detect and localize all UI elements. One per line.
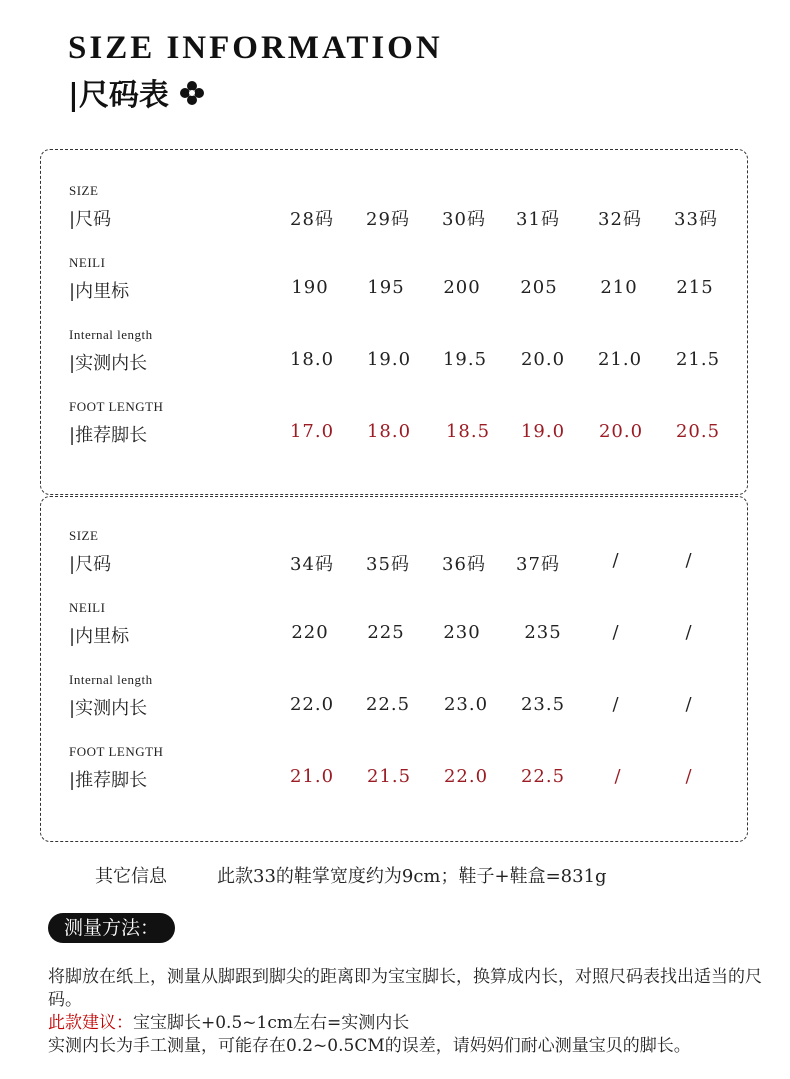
size-cn-label: |尺码: [69, 554, 112, 575]
size-en-label: SIZE: [69, 183, 99, 198]
table-cell: 37码: [516, 554, 560, 575]
foot-cn-label: |推荐脚长: [69, 425, 148, 446]
size-cn-label: |尺码: [69, 209, 112, 230]
table-cell: 195: [367, 277, 405, 298]
page-title-en: SIZE INFORMATION: [68, 30, 443, 66]
table-cell: /: [614, 766, 622, 787]
suggestion-text: 宝宝脚长+0.5~1cm左右=实测内长: [133, 1013, 410, 1033]
size-table-1: [40, 149, 748, 495]
table-cell: 20.5: [675, 421, 721, 442]
table-cell: 21.0: [597, 349, 643, 370]
internal-en-label: Internal length: [69, 327, 153, 342]
table-cell: 22.0: [289, 694, 335, 715]
table-cell: 21.5: [366, 766, 412, 787]
table-cell: 20.0: [520, 349, 566, 370]
table-cell: 22.0: [443, 766, 489, 787]
table-cell: 22.5: [520, 766, 566, 787]
table-row: [41, 744, 747, 804]
table-cell: 18.0: [289, 349, 335, 370]
table-cell: /: [685, 622, 693, 643]
size-en-label: SIZE: [69, 528, 99, 543]
neili-en-label: NEILI: [69, 600, 106, 615]
title-cn-text: |尺码表: [68, 78, 169, 113]
table-cell: /: [685, 766, 693, 787]
table-cell: /: [612, 694, 620, 715]
table-cell: 36码: [442, 554, 486, 575]
neili-cn-label: |内里标: [69, 281, 130, 302]
measure-line-1: 将脚放在纸上，测量从脚跟到脚尖的距离即为宝宝脚长，换算成内长，对照尺码表找出适当的尺码。: [48, 967, 762, 1010]
table-cell: 19.0: [520, 421, 566, 442]
table-row: [41, 528, 747, 588]
table-row: [41, 183, 747, 243]
table-cell: 18.0: [366, 421, 412, 442]
table-cell: 19.5: [442, 349, 488, 370]
table-row: [41, 600, 747, 660]
table-row: [41, 255, 747, 315]
table-cell: /: [685, 550, 693, 571]
neili-en-label: NEILI: [69, 255, 106, 270]
measure-description: [48, 966, 768, 1058]
flower-icon: [179, 79, 205, 105]
table-cell: 235: [524, 622, 562, 643]
other-info-label: 其它信息: [95, 866, 167, 887]
suggestion-label: 此款建议：: [48, 1013, 133, 1033]
table-cell: 21.0: [289, 766, 335, 787]
table-cell: 210: [600, 277, 638, 298]
table-cell: 205: [520, 277, 558, 298]
table-cell: 23.0: [443, 694, 489, 715]
table-cell: 220: [291, 622, 329, 643]
table-cell: 33码: [674, 209, 718, 230]
table-cell: 32码: [598, 209, 642, 230]
measure-line-3: 实测内长为手工测量，可能存在0.2~0.5CM的误差，请妈妈们耐心测量宝贝的脚长。: [48, 1036, 691, 1056]
table-cell: 34码: [290, 554, 334, 575]
table-cell: /: [612, 550, 620, 571]
table-cell: 23.5: [520, 694, 566, 715]
measure-method-badge: 测量方法：: [48, 913, 175, 943]
other-info-value: 此款33的鞋掌宽度约为9cm；鞋子+鞋盒=831g: [217, 866, 607, 887]
other-info: [95, 862, 607, 888]
table-cell: 230: [443, 622, 481, 643]
internal-en-label: Internal length: [69, 672, 153, 687]
size-table-2: [40, 496, 748, 842]
table-cell: /: [612, 622, 620, 643]
table-cell: 19.0: [366, 349, 412, 370]
table-cell: 200: [443, 277, 481, 298]
table-cell: 190: [291, 277, 329, 298]
table-cell: 17.0: [289, 421, 335, 442]
table-cell: /: [685, 694, 693, 715]
table-row: [41, 672, 747, 732]
table-cell: 215: [676, 277, 714, 298]
table-cell: 28码: [290, 209, 334, 230]
table-row: [41, 327, 747, 387]
measure-suggestion: [48, 1012, 768, 1035]
table-cell: 20.0: [598, 421, 644, 442]
table-cell: 18.5: [445, 421, 491, 442]
foot-cn-label: |推荐脚长: [69, 770, 148, 791]
foot-en-label: FOOT LENGTH: [69, 744, 164, 759]
table-cell: 35码: [366, 554, 410, 575]
table-cell: 30码: [442, 209, 486, 230]
table-cell: 31码: [516, 209, 560, 230]
page-title-cn: [68, 70, 205, 114]
table-cell: 22.5: [365, 694, 411, 715]
internal-cn-label: |实测内长: [69, 353, 148, 374]
table-cell: 21.5: [675, 349, 721, 370]
table-cell: 29码: [366, 209, 410, 230]
table-row: [41, 399, 747, 459]
table-cell: 225: [367, 622, 405, 643]
foot-en-label: FOOT LENGTH: [69, 399, 164, 414]
neili-cn-label: |内里标: [69, 626, 130, 647]
internal-cn-label: |实测内长: [69, 698, 148, 719]
